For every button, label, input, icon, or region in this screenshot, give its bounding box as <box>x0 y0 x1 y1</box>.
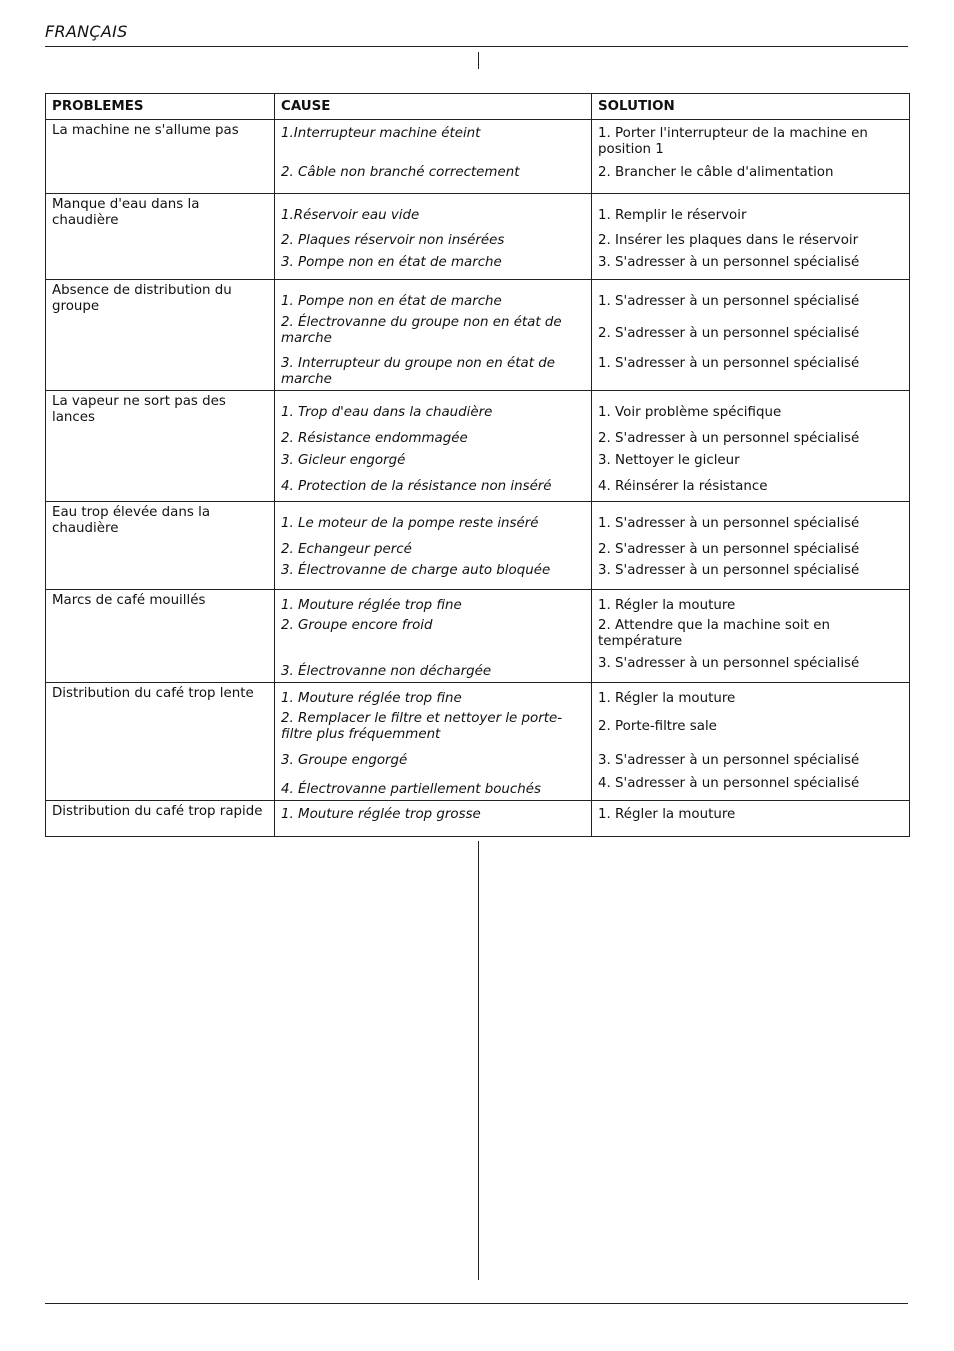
column-divider-bottom <box>478 841 479 1280</box>
cause-cell: 2. Remplacer le filtre et nettoyer le porte-filtre plus fréquemment <box>275 709 592 747</box>
table-row <box>46 279 910 313</box>
problem-group <box>46 279 910 391</box>
cause-cell: 2. Résistance endommagée <box>275 425 592 451</box>
table-row <box>46 391 910 425</box>
solution-cell: 2. Insérer les plaques dans le réservoir <box>592 227 910 253</box>
solution-cell: 2. S'adresser à un personnel spécialisé <box>592 425 910 451</box>
cause-cell: 1.Réservoir eau vide <box>275 193 592 227</box>
cause-cell: 2. Électrovanne du groupe non en état de marche <box>275 313 592 350</box>
cause-cell: 1. Trop d'eau dans la chaudière <box>275 391 592 425</box>
cause-cell: 1. Mouture réglée trop grosse <box>275 801 592 837</box>
problem-group <box>46 193 910 279</box>
solution-cell: 1. Voir problème spécifique <box>592 391 910 425</box>
cause-cell: 4. Protection de la résistance non inséré <box>275 477 592 502</box>
problem-cell: Distribution du café trop lente <box>46 683 275 801</box>
solution-cell: 4. Réinsérer la résistance <box>592 477 910 502</box>
table-row <box>46 193 910 227</box>
problem-group <box>46 683 910 801</box>
table-header-row <box>46 94 910 120</box>
solution-cell: 1. Remplir le réservoir <box>592 193 910 227</box>
cause-cell: 4. Électrovanne partiellement bouchés <box>275 774 592 801</box>
troubleshooting-table <box>45 93 910 837</box>
solution-cell: 1. Régler la mouture <box>592 683 910 710</box>
column-divider-top <box>478 52 479 69</box>
problem-cell: La vapeur ne sort pas des lances <box>46 391 275 502</box>
cause-cell: 3. Groupe engorgé <box>275 747 592 774</box>
cause-cell: 2. Echangeur percé <box>275 536 592 561</box>
problem-cell: Marcs de café mouillés <box>46 590 275 683</box>
header-problems: PROBLEMES <box>46 94 275 120</box>
table-row <box>46 801 910 837</box>
problem-cell: Manque d'eau dans la chaudière <box>46 193 275 279</box>
solution-cell: 1. S'adresser à un personnel spécialisé <box>592 279 910 313</box>
page-language-header: FRANÇAIS <box>45 22 128 41</box>
cause-cell: 1. Mouture réglée trop fine <box>275 683 592 710</box>
header-rule <box>45 46 908 47</box>
header-cause: CAUSE <box>275 94 592 120</box>
solution-cell: 1. S'adresser à un personnel spécialisé <box>592 502 910 536</box>
solution-cell: 2. Attendre que la machine soit en température <box>592 616 910 654</box>
table-row <box>46 590 910 617</box>
header-solution: SOLUTION <box>592 94 910 120</box>
cause-cell: 1. Pompe non en état de marche <box>275 279 592 313</box>
solution-cell: 1. Porter l'interrupteur de la machine en position 1 <box>592 120 910 161</box>
solution-cell: 2. S'adresser à un personnel spécialisé <box>592 536 910 561</box>
cause-cell: 3. Électrovanne de charge auto bloquée <box>275 561 592 590</box>
solution-cell: 2. Brancher le câble d'alimentation <box>592 160 910 193</box>
footer-rule <box>45 1303 908 1304</box>
cause-cell: 1. Le moteur de la pompe reste inséré <box>275 502 592 536</box>
problem-cell: La machine ne s'allume pas <box>46 120 275 194</box>
table-row <box>46 683 910 710</box>
cause-cell: 3. Électrovanne non déchargée <box>275 654 592 683</box>
cause-cell: 3. Gicleur engorgé <box>275 451 592 477</box>
problem-cell: Distribution du café trop rapide <box>46 801 275 837</box>
table-row <box>46 502 910 536</box>
cause-cell: 1. Mouture réglée trop fine <box>275 590 592 617</box>
problem-group <box>46 801 910 837</box>
cause-cell: 2. Groupe encore froid <box>275 616 592 654</box>
cause-cell: 2. Plaques réservoir non insérées <box>275 227 592 253</box>
cause-cell: 3. Interrupteur du groupe non en état de marche <box>275 350 592 391</box>
problem-cell: Absence de distribution du groupe <box>46 279 275 391</box>
problem-cell: Eau trop élevée dans la chaudière <box>46 502 275 590</box>
problem-group <box>46 502 910 590</box>
solution-cell: 3. S'adresser à un personnel spécialisé <box>592 747 910 774</box>
problem-group <box>46 391 910 502</box>
solution-cell: 3. S'adresser à un personnel spécialisé <box>592 654 910 683</box>
cause-cell: 2. Câble non branché correctement <box>275 160 592 193</box>
problem-group <box>46 120 910 194</box>
solution-cell: 2. S'adresser à un personnel spécialisé <box>592 313 910 350</box>
cause-cell: 3. Pompe non en état de marche <box>275 253 592 279</box>
solution-cell: 1. S'adresser à un personnel spécialisé <box>592 350 910 391</box>
solution-cell: 3. S'adresser à un personnel spécialisé <box>592 561 910 590</box>
solution-cell: 2. Porte-filtre sale <box>592 709 910 747</box>
cause-cell: 1.Interrupteur machine éteint <box>275 120 592 161</box>
table-row <box>46 120 910 161</box>
problem-group <box>46 590 910 683</box>
solution-cell: 1. Régler la mouture <box>592 590 910 617</box>
solution-cell: 4. S'adresser à un personnel spécialisé <box>592 774 910 801</box>
solution-cell: 3. Nettoyer le gicleur <box>592 451 910 477</box>
solution-cell: 3. S'adresser à un personnel spécialisé <box>592 253 910 279</box>
solution-cell: 1. Régler la mouture <box>592 801 910 837</box>
